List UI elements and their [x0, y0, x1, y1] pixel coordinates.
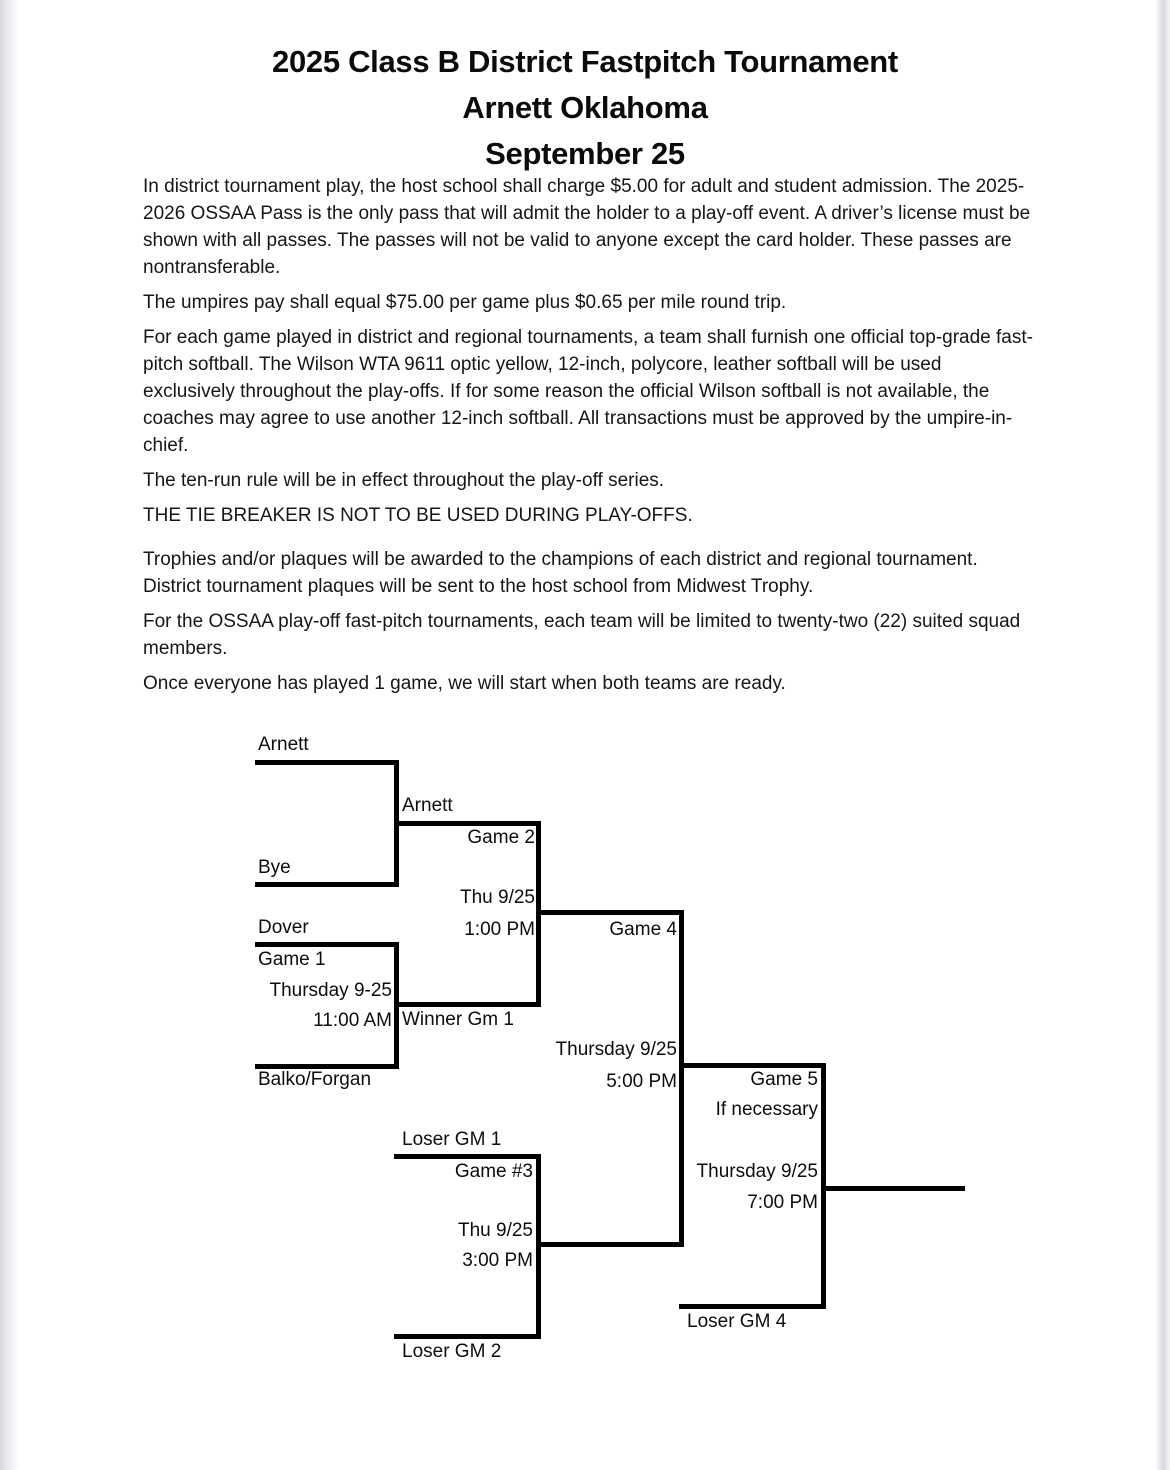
bracket-line-loser-gm2 — [394, 1334, 541, 1339]
bracket-line-dover — [255, 942, 399, 947]
paragraph-softball-spec: For each game played in district and regional tournaments, a team shall furnish one official top-grade fast-pitch softball. The Wilson WTA 9611 optic yellow, 12-inch, polycore, leather softball will be used exclusively throughout the play-offs. If for some reason the official Wilson softball is not available, the coaches may agree to use another 12-inch softball. All transactions must be approved by the umpire-in-chief. — [143, 327, 1033, 456]
bracket-line-game2-top — [394, 821, 541, 826]
bracket-slot-dover: Dover — [258, 917, 309, 938]
bracket-line-game2-winner — [536, 910, 684, 915]
game1-label: Game 1 — [258, 949, 326, 970]
paragraph-tie-breaker: THE TIE BREAKER IS NOT TO BE USED DURING PLAY-OFFS. — [143, 505, 693, 526]
game4-label: Game 4 — [609, 919, 677, 940]
game3-time: 3:00 PM — [462, 1250, 533, 1271]
bracket-line-game4-vertical — [679, 910, 684, 1247]
bracket-line-loser-gm1 — [394, 1154, 541, 1159]
paragraph-squad-limit: For the OSSAA play-off fast-pitch tournaments, each team will be limited to twenty-two (22) suited squad members. — [143, 611, 1021, 659]
bracket-line-championship — [821, 1186, 965, 1191]
paragraph-admission: In district tournament play, the host school shall charge $5.00 for adult and student admission. The 2025-2026 OSSAA Pass is the only pass that will admit the holder to a play-off event. A driver’s license must be shown with all passes. The passes will not be valid to anyone except the card holder. These passes are nontransferable. — [143, 176, 1031, 278]
title-line-location: Arnett Oklahoma — [462, 90, 708, 125]
game4-date: Thursday 9/25 — [555, 1039, 677, 1060]
bracket-line-seed-arnett — [255, 760, 399, 765]
game2-label: Game 2 — [467, 827, 535, 848]
paragraph-trophies: Trophies and/or plaques will be awarded to the champions of each district and regional tournament. District tournament plaques will be sent to the host school from Midwest Trophy. — [143, 549, 978, 597]
game1-time: 11:00 AM — [313, 1010, 392, 1031]
bracket-slot-loser-gm2: Loser GM 2 — [402, 1341, 502, 1362]
bracket-slot-winner-gm1: Winner Gm 1 — [402, 1009, 514, 1030]
bracket-slot-balko-forgan: Balko/Forgan — [258, 1069, 372, 1090]
game3-date: Thu 9/25 — [458, 1220, 533, 1241]
title-line-date: September 25 — [485, 136, 685, 171]
game2-time: 1:00 PM — [464, 919, 535, 940]
game3-label: Game #3 — [454, 1161, 533, 1182]
paragraph-umpire-pay: The umpires pay shall equal $75.00 per game plus $0.65 per mile round trip. — [143, 292, 787, 313]
bracket-slot-seed-arnett: Arnett — [258, 734, 309, 755]
game5-note: If necessary — [715, 1099, 818, 1120]
bracket-line-loser-gm4 — [679, 1304, 826, 1309]
paragraph-ten-run-rule: The ten-run rule will be in effect throughout the play-off series. — [143, 470, 665, 491]
game1-date: Thursday 9-25 — [269, 980, 392, 1001]
bracket-line-game4-winner — [679, 1063, 826, 1068]
game2-date: Thu 9/25 — [460, 887, 535, 908]
bracket-line-bye — [255, 882, 399, 887]
title-line-tournament: 2025 Class B District Fastpitch Tournament — [272, 44, 898, 79]
bracket-line-game2-bottom — [394, 1002, 541, 1007]
game5-time: 7:00 PM — [747, 1192, 818, 1213]
game5-date: Thursday 9/25 — [696, 1161, 818, 1182]
bracket-slot-loser-gm1: Loser GM 1 — [402, 1129, 502, 1150]
bracket-slot-bye: Bye — [258, 857, 291, 878]
game4-time: 5:00 PM — [606, 1071, 677, 1092]
paragraph-start-note: Once everyone has played 1 game, we will start when both teams are ready. — [143, 673, 786, 694]
game5-label: Game 5 — [750, 1069, 818, 1090]
bracket-line-game3-winner — [536, 1242, 684, 1247]
bracket-slot-winner-bye: Arnett — [402, 795, 453, 816]
bracket-slot-loser-gm4: Loser GM 4 — [687, 1311, 787, 1332]
